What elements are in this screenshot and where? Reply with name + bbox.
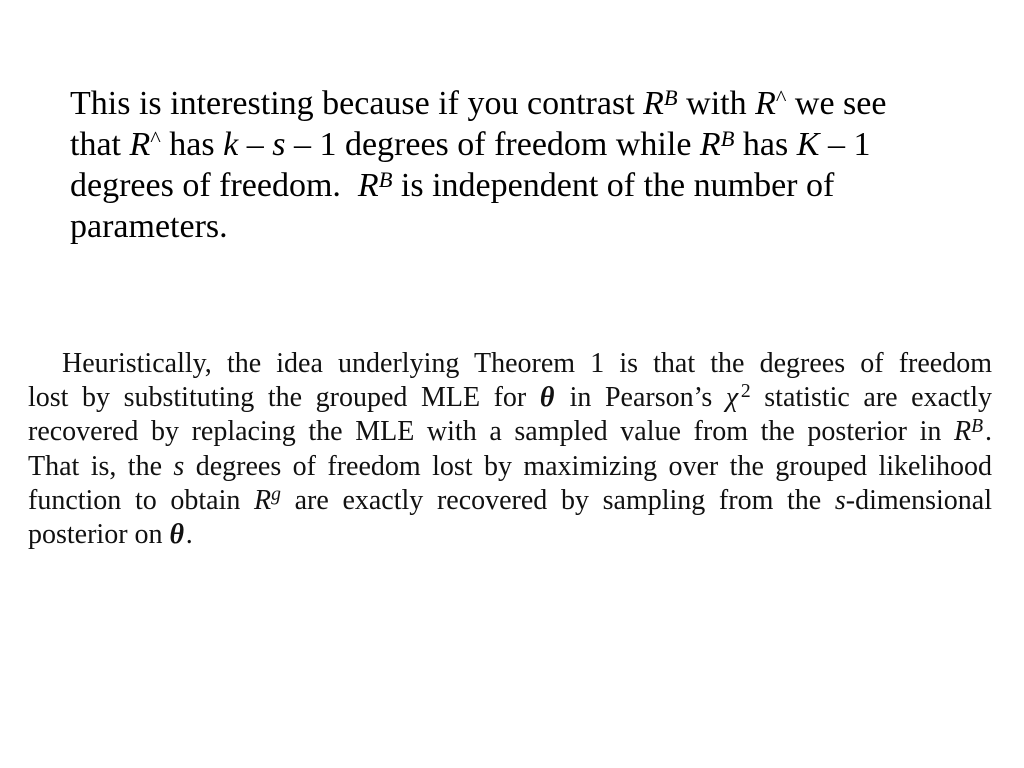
variable-r: R: [699, 126, 721, 163]
superscript-hat: ^: [775, 85, 787, 111]
excerpt-line: [28, 381, 992, 415]
text-run: .: [185, 518, 193, 550]
excerpt-line: [28, 415, 992, 449]
variable-r: R: [643, 85, 664, 122]
variable-r: R: [254, 484, 272, 516]
text-run: – 1: [819, 126, 871, 163]
text-run: degrees of freedom.: [70, 167, 358, 204]
text-run: posterior on: [28, 518, 170, 550]
commentary-paragraph: [70, 83, 886, 247]
excerpt-line: [28, 450, 992, 484]
text-run: .: [985, 416, 992, 448]
text-run: is independent of the number of: [392, 167, 835, 204]
text-run: lost by substituting the grouped MLE for: [28, 382, 540, 414]
text-run: that: [70, 126, 130, 163]
superscript-b: B: [720, 126, 735, 152]
variable-capital-k: K: [796, 126, 820, 163]
text-run: -dimensional: [845, 484, 992, 516]
text-run: degrees of freedom lost by maximizing over the grouped likelihood: [184, 450, 992, 482]
text-run: has: [734, 126, 797, 163]
variable-s: s: [173, 450, 185, 482]
text-run: in Pearson’s: [556, 382, 726, 414]
text-run: statistic are exactly: [750, 382, 992, 414]
text-run: – 1 degrees of freedom while: [285, 126, 700, 163]
text-run: parameters.: [70, 208, 228, 245]
superscript-b: B: [378, 167, 393, 193]
theta-symbol: θ: [169, 518, 185, 550]
superscript-g: g: [271, 483, 281, 505]
superscript-hat: ^: [150, 126, 161, 152]
variable-r: R: [755, 85, 776, 122]
variable-r: R: [953, 416, 972, 448]
chi-symbol: χ: [725, 382, 739, 414]
text-run: recovered by replacing the MLE with a sampled value from the posterior in: [28, 416, 954, 448]
text-run: has: [160, 126, 224, 163]
variable-r: R: [129, 126, 151, 163]
excerpt-line: [28, 347, 992, 381]
text-run: with: [677, 85, 756, 122]
text-run: we see: [786, 85, 887, 122]
commentary-line: [70, 83, 886, 124]
excerpt-line: [28, 518, 992, 552]
superscript-2: 2: [740, 381, 751, 403]
paper-excerpt: [28, 347, 992, 552]
variable-s: s: [272, 126, 286, 163]
commentary-line: [70, 124, 886, 165]
variable-k: k: [223, 126, 239, 163]
text-run: –: [238, 126, 273, 163]
text-run: This is interesting because if you contrast: [70, 85, 644, 122]
superscript-b: B: [663, 85, 678, 111]
theta-symbol: θ: [539, 382, 555, 414]
variable-r: R: [357, 167, 379, 204]
text-run: function to obtain: [28, 484, 255, 516]
commentary-line: [70, 165, 886, 206]
text-run: are exactly recovered by sampling from the: [280, 484, 835, 516]
text-run: That is, the: [28, 450, 174, 482]
variable-s: s: [834, 484, 846, 516]
commentary-line: [70, 206, 886, 247]
superscript-b: B: [971, 415, 984, 437]
excerpt-line: [28, 484, 992, 518]
text-run: Heuristically, the idea underlying Theorem 1 is that the degrees of freedom: [62, 348, 992, 379]
